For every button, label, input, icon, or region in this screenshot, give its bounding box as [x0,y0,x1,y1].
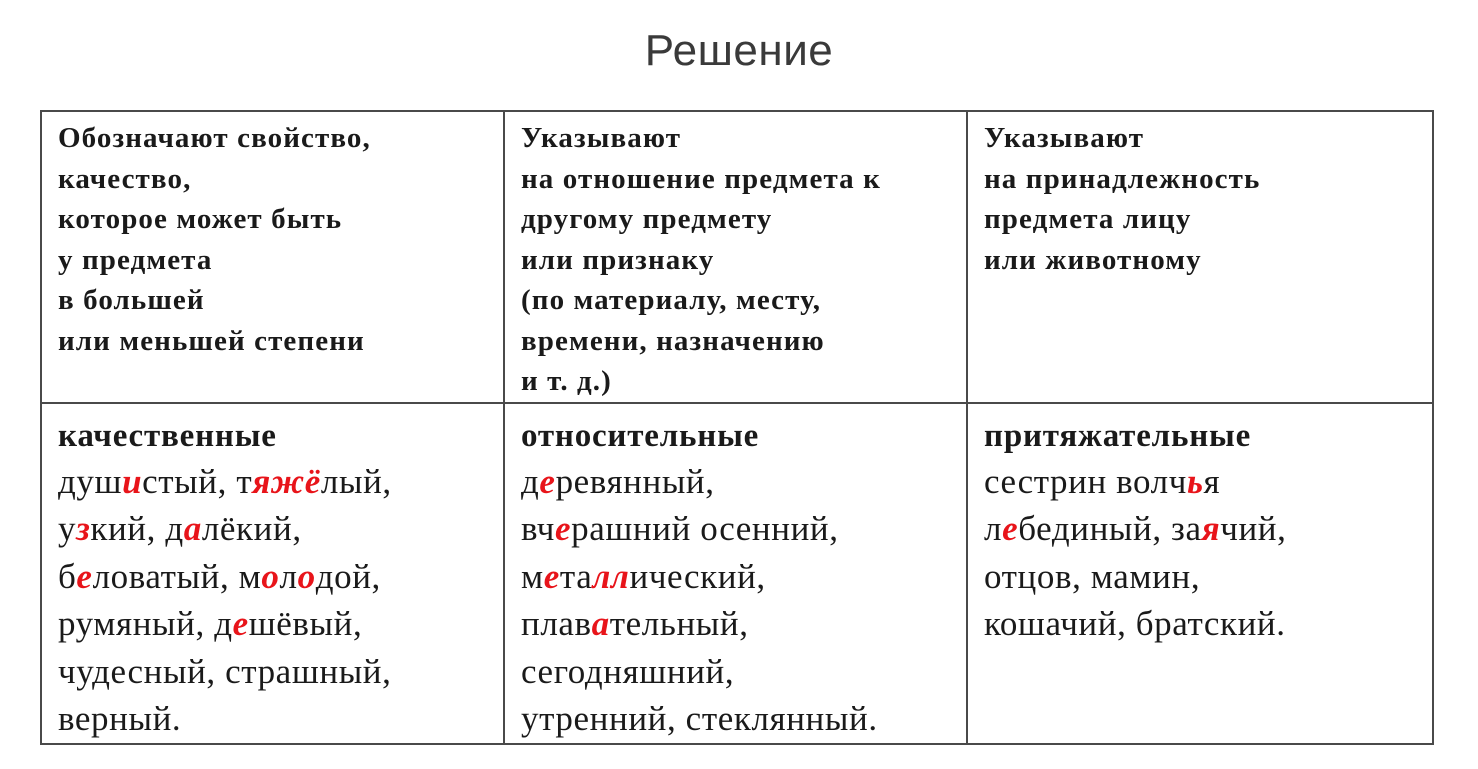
example-line [984,505,1418,553]
example-text: лый, [320,461,392,501]
definition-line: Указывают [521,122,682,154]
highlighted-letters: и [122,461,143,501]
definition-line: предмета лицу [984,203,1192,235]
example-text: я [1203,461,1221,501]
example-line [58,648,489,696]
examples-list [58,458,489,743]
highlighted-letters: е [555,509,572,548]
definition-text [58,118,489,361]
highlighted-letters: з [76,509,91,548]
definition-text [984,118,1418,280]
example-text: шёвый, [248,604,363,643]
example-text: ический, [629,556,766,596]
definition-line: на отношение предмета к [521,162,881,195]
definition-line: в большей [58,284,205,316]
example-text: б [58,556,77,596]
category-heading: относительные [521,417,760,454]
examples-cell [967,403,1433,744]
example-line [58,458,489,506]
example-text: л [279,556,298,596]
example-text: отцов, мамин, [984,556,1201,596]
example-line [984,553,1418,601]
category-heading: притяжательные [984,417,1252,454]
definition-line: времени, назначению [521,324,825,357]
definition-cell [967,111,1433,403]
example-text: кошачий, братский. [984,604,1286,643]
adjective-categories-table [40,110,1434,745]
definition-line: другому предмету [521,203,773,235]
examples-row [41,403,1433,744]
highlighted-letters: а [591,604,610,643]
example-line [984,458,1418,506]
definitions-row [41,111,1433,403]
highlighted-letters: лл [592,556,630,596]
definition-line: Указывают [984,122,1145,154]
definition-cell [504,111,967,403]
examples-list [984,458,1418,648]
highlighted-letters: о [297,556,316,596]
definition-line: или животному [984,243,1202,276]
definition-line: или признаку [521,243,715,276]
example-text: кий, д [90,509,184,548]
definition-text [521,118,952,402]
definition-cell [41,111,504,403]
highlighted-letters: ь [1186,461,1204,501]
example-text: м [521,556,544,596]
example-text: бединый, за [1018,509,1202,548]
definition-line: у предмета [58,243,213,276]
definition-line: (по материалу, месту, [521,284,822,316]
example-text: рашний осенний, [571,509,839,548]
examples-list [521,458,952,743]
definition-line: или меньшей степени [58,324,365,357]
example-line [521,458,952,506]
example-line [521,553,952,601]
category-heading: качественные [58,417,277,454]
example-text: тельный, [609,604,749,643]
page-title: Решение [644,26,834,75]
example-line [521,648,952,696]
highlighted-letters: е [539,461,556,501]
highlighted-letters: е [76,556,93,596]
example-text: вч [521,509,555,548]
highlighted-letters: о [261,556,280,596]
highlighted-letters: е [543,556,560,596]
example-text: утренний, стеклянный. [521,699,878,738]
example-text: стый, т [142,461,253,501]
highlighted-letters: е [232,604,249,643]
definition-line: и т. д.) [521,365,612,397]
example-line [521,600,952,648]
example-text: та [559,556,593,596]
example-text: ловатый, м [92,556,262,596]
example-text: д [521,461,540,501]
example-line [521,505,952,553]
example-text: л [984,509,1003,548]
example-line [521,695,952,743]
example-text: у [58,509,77,548]
example-text: дой, [315,556,381,596]
example-text: лёкий, [201,509,302,548]
definition-line: качество, [58,162,192,195]
example-line [58,553,489,601]
example-line [58,695,489,743]
example-text: чий, [1220,509,1287,548]
example-text: сестрин волч [984,461,1187,501]
example-text: душ [58,461,123,501]
highlighted-letters: я [1201,509,1221,548]
example-line [58,600,489,648]
example-line [984,600,1418,648]
example-text: верный. [58,699,182,738]
examples-cell [41,403,504,744]
example-text: плав [521,604,592,643]
example-text: сегодняшний, [521,651,735,691]
definition-line: которое может быть [58,203,343,235]
highlighted-letters: е [1002,509,1019,548]
examples-cell [504,403,967,744]
example-line [58,505,489,553]
definition-line: на принадлежность [984,162,1261,195]
example-text: чудесный, страшный, [58,651,392,691]
highlighted-letters: а [183,509,202,548]
example-text: румяный, д [58,604,233,643]
example-text: ревянный, [555,461,715,501]
definition-line: Обозначают свойство, [58,122,371,154]
highlighted-letters: яжё [252,461,321,501]
